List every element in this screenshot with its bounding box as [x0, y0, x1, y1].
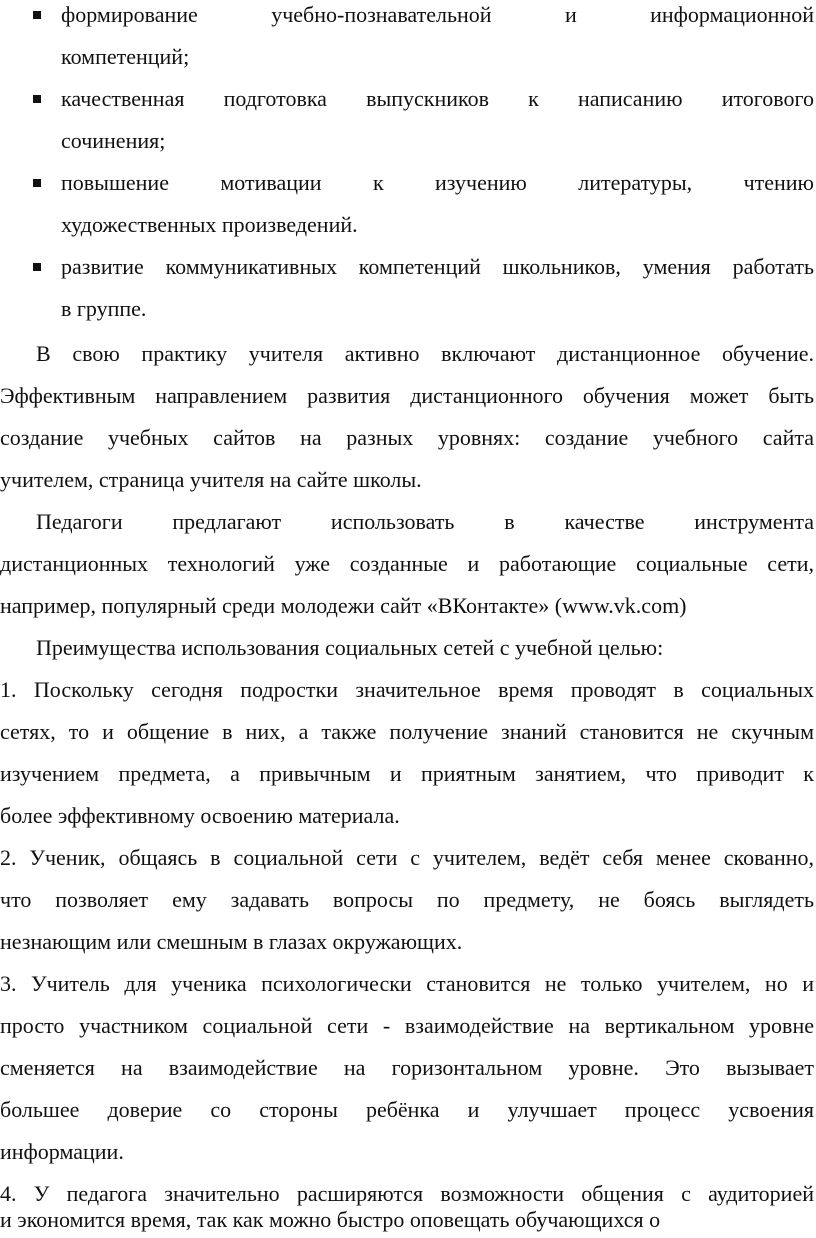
point-3-line-1: 3. Учитель для ученика психологически становится не только учителем, но и — [0, 971, 814, 996]
paragraph-1-line-2: Эффективным направлением развития дистанционного обучения может быть — [0, 383, 814, 408]
bullet-1-line-1: формирование учебно-познавательной и информационной — [61, 2, 814, 27]
point-3-line-5: информации. — [0, 1139, 124, 1164]
point-4-line-1: 4. У педагога значительно расширяются возможности общения с аудиторией — [0, 1181, 814, 1206]
bullet-3-line-1: повышение мотивации к изучению литературы, чтению — [61, 170, 814, 195]
square-bullet-icon — [33, 95, 41, 103]
bullet-4-line-2: в группе. — [61, 296, 147, 321]
paragraph-1-line-4: учителем, страница учителя на сайте школы. — [0, 467, 422, 492]
point-1-line-3: изучением предмета, а привычным и приятным занятием, что приводит к — [0, 761, 814, 786]
point-2-line-1: 2. Ученик, общаясь в социальной сети с учителем, ведёт себя менее скованно, — [0, 845, 814, 870]
point-1-line-2: сетях, то и общение в них, а также получение знаний становится не скучным — [0, 719, 814, 744]
point-3-line-4: большее доверие со стороны ребёнка и улучшает процесс усвоения — [0, 1097, 814, 1122]
point-4-line-2: и экономится время, так как можно быстро оповещать обучающихся о — [0, 1207, 661, 1232]
paragraph-2-line-1: Педагоги предлагают использовать в качестве инструмента — [36, 509, 814, 534]
paragraph-2-line-2: дистанционных технологий уже созданные и работающие социальные сети, — [0, 551, 814, 576]
square-bullet-icon — [33, 179, 41, 187]
paragraph-1-line-1: В свою практику учителя активно включают дистанционное обучение. — [36, 341, 814, 366]
bullet-2-line-1: качественная подготовка выпускников к написанию итогового — [61, 86, 814, 111]
bullet-3-line-2: художественных произведений. — [61, 212, 358, 237]
point-3-line-2: просто участником социальной сети - взаимодействие на вертикальном уровне — [0, 1013, 814, 1038]
point-2-line-2: что позволяет ему задавать вопросы по предмету, не боясь выглядеть — [0, 887, 814, 912]
point-1-line-1: 1. Поскольку сегодня подростки значительное время проводят в социальных — [0, 677, 814, 702]
advantages-intro: Преимущества использования социальных сетей с учебной целью: — [36, 635, 664, 660]
paragraph-1-line-3: создание учебных сайтов на разных уровнях: создание учебного сайта — [0, 425, 814, 450]
square-bullet-icon — [33, 11, 41, 19]
point-1-line-4: более эффективному освоению материала. — [0, 803, 400, 828]
bullet-4-line-1: развитие коммуникативных компетенций школьников, умения работать — [61, 254, 814, 279]
square-bullet-icon — [33, 263, 41, 271]
point-2-line-3: незнающим или смешным в глазах окружающих. — [0, 929, 463, 954]
bullet-1-line-2: компетенций; — [61, 44, 190, 69]
bullet-2-line-2: сочинения; — [61, 128, 166, 153]
point-3-line-3: сменяется на взаимодействие на горизонтальном уровне. Это вызывает — [0, 1055, 814, 1080]
paragraph-2-line-3: например, популярный среди молодежи сайт «ВКонтакте» (www.vk.com) — [0, 593, 687, 618]
